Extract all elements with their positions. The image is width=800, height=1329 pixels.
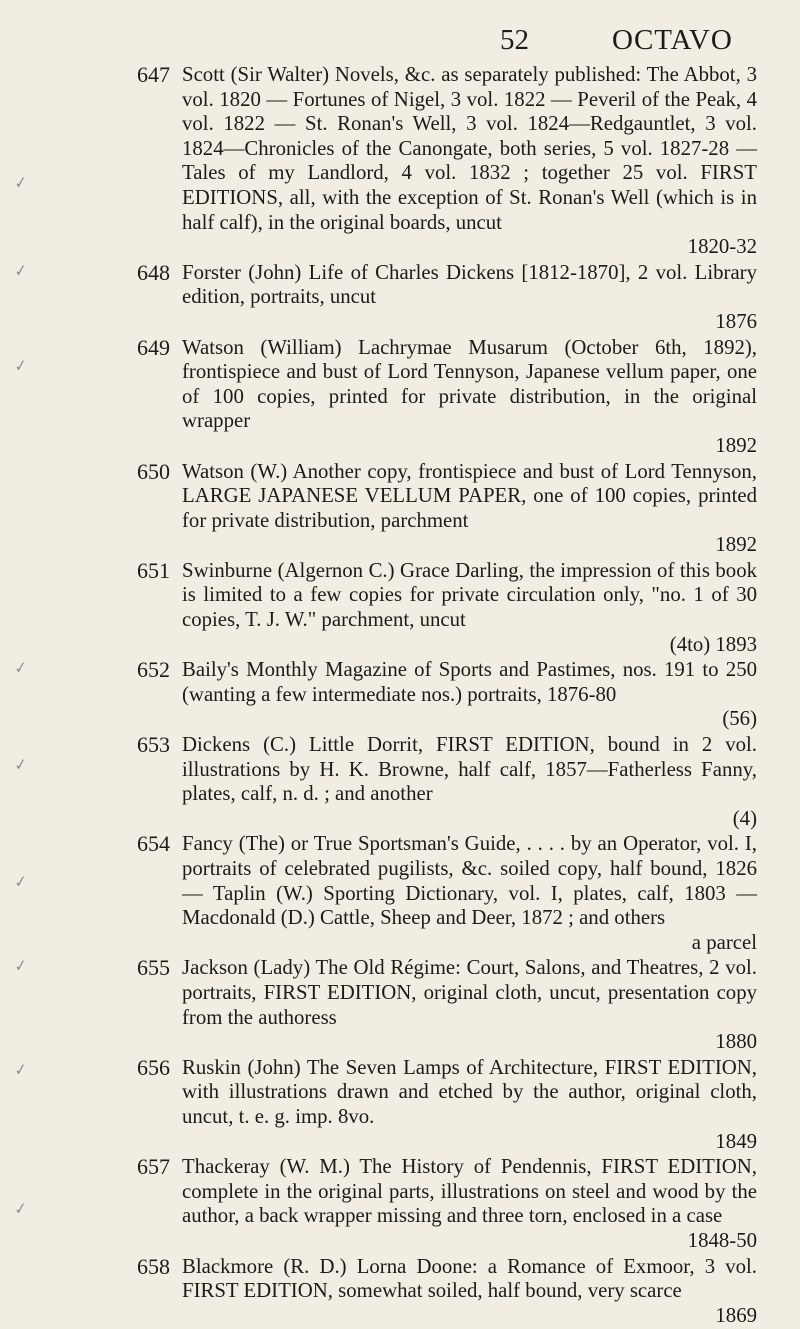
- lot-description: [182, 559, 757, 657]
- lot-date: (56): [722, 707, 757, 731]
- lot-date: 1849: [715, 1129, 757, 1153]
- page-number: 52: [500, 24, 529, 56]
- handwritten-margin-mark: ✓: [12, 1198, 29, 1219]
- lot-number: 652: [137, 657, 170, 683]
- lot-text: Dickens (C.) Little Dorrit, FIRST EDITION, bound in 2 vol. illustrations by H. K. Browne, half calf, 1857—Fatherless Fanny, plates, calf, n. d. ; and another: [182, 733, 757, 806]
- catalogue-lot: [0, 956, 800, 1054]
- handwritten-margin-mark: ✓: [12, 871, 29, 893]
- lot-number: 647: [137, 62, 170, 87]
- lot-number: 653: [137, 732, 170, 758]
- lot-description: [182, 261, 757, 335]
- lot-description: [182, 1155, 757, 1253]
- lot-date: 1820-32: [687, 235, 757, 259]
- catalogue-lot: [0, 559, 800, 657]
- catalogue-lot: [0, 733, 800, 831]
- catalogue-lot: [0, 63, 800, 260]
- lot-date: 1876: [715, 309, 757, 333]
- lot-text: Swinburne (Algernon C.) Grace Darling, the impression of this book is limited to a few copies for private circulation only, "no. 1 of 30 copies, T. J. W." parchment, uncut: [182, 558, 757, 632]
- catalogue-lot: [0, 336, 800, 459]
- lot-date: 1869: [715, 1303, 757, 1327]
- lot-number: 650: [137, 458, 170, 484]
- lot-text: Blackmore (R. D.) Lorna Doone: a Romance of Exmoor, 3 vol. FIRST EDITION, somewhat soiled, half bound, very scarce: [182, 1254, 757, 1303]
- catalogue-lot: [0, 832, 800, 955]
- lot-number: 656: [137, 1054, 170, 1080]
- handwritten-margin-mark: ✓: [12, 657, 29, 679]
- lot-date: 1848-50: [687, 1228, 757, 1252]
- lot-description: [182, 832, 757, 955]
- lot-description: [182, 658, 757, 732]
- lot-number: 651: [137, 557, 170, 583]
- lot-text: Ruskin (John) The Seven Lamps of Architecture, FIRST EDITION, with illustrations drawn and etched by the author, original cloth, uncut, t. e. g. imp. 8vo.: [182, 1055, 757, 1128]
- lot-date: 1892: [715, 433, 757, 457]
- handwritten-margin-mark: ✓: [12, 1058, 29, 1080]
- handwritten-margin-mark: ✓: [12, 172, 29, 193]
- lot-number: 654: [137, 831, 170, 857]
- lot-date: a parcel: [691, 930, 757, 954]
- lot-text: Watson (William) Lachrymae Musarum (October 6th, 1892), frontispiece and bust of Lord Tennyson, Japanese vellum paper, one of 100 copies, printed for private distribution, in the original wrapper: [182, 335, 757, 433]
- lot-description: [182, 733, 757, 831]
- catalogue-lot-list: [0, 63, 800, 1329]
- lot-text: Watson (W.) Another copy, frontispiece and bust of Lord Tennyson, LARGE JAPANESE VELLUM PAPER, one of 100 copies, printed for private distribution, parchment: [182, 459, 757, 532]
- catalogue-lot: [0, 1255, 800, 1329]
- lot-description: [182, 1255, 757, 1329]
- lot-date: (4to) 1893: [669, 632, 757, 656]
- lot-text: Jackson (Lady) The Old Régime: Court, Salons, and Theatres, 2 vol. portraits, FIRST EDITION, original cloth, uncut, presentation copy from the authoress: [182, 956, 757, 1029]
- lot-description: [182, 460, 757, 558]
- page-format-label: OCTAVO: [612, 24, 733, 56]
- lot-text: Baily's Monthly Magazine of Sports and Pastimes, nos. 191 to 250 (wanting a few intermediate nos.) portraits, 1876-80: [182, 658, 757, 706]
- page-header: [0, 24, 800, 64]
- lot-number: 648: [137, 259, 170, 285]
- lot-date: (4): [732, 806, 757, 830]
- lot-text: Forster (John) Life of Charles Dickens [1812-1870], 2 vol. Library edition, portraits, uncut: [182, 260, 757, 309]
- lot-date: 1880: [715, 1030, 757, 1054]
- handwritten-margin-mark: ✓: [12, 754, 29, 775]
- handwritten-margin-mark: ✓: [12, 259, 29, 281]
- lot-text: Thackeray (W. M.) The History of Pendennis, FIRST EDITION, complete in the original parts, illustrations on steel and wood by the author, a back wrapper missing and three torn, enclosed in a case: [182, 1155, 757, 1228]
- lot-number: 658: [137, 1253, 170, 1279]
- lot-text: Fancy (The) or True Sportsman's Guide, . . . . by an Operator, vol. I, portraits of celebrated pugilists, &c. soiled copy, half bound, 1826 — Taplin (W.) Sporting Dictionary, vol. I, plates, calf, 1803 — Macdonald (D.) Cattle, Sheep and Deer, 1872 ; and others: [182, 832, 757, 930]
- catalogue-lot: [0, 261, 800, 335]
- lot-description: [182, 1056, 757, 1154]
- lot-number: 649: [137, 334, 170, 360]
- catalogue-lot: [0, 1056, 800, 1154]
- catalogue-lot: [0, 658, 800, 732]
- lot-description: [182, 956, 757, 1054]
- catalogue-lot: [0, 1155, 800, 1253]
- lot-text: Scott (Sir Walter) Novels, &c. as separately published: The Abbot, 3 vol. 1820 — Fortunes of Nigel, 3 vol. 1822 — Peveril of the Peak, 4 vol. 1822 — St. Ronan's Well, 3 vol. 1824—Redgauntlet, 3 vol. 1824—Chronicles of the Canongate, both series, 5 vol. 1827-28 —Tales of my Landlord, 4 vol. 1832 ; together 25 vol. FIRST EDITIONS, all, with the exception of St. Ronan's Well (which is in half calf), in the original boards, uncut: [182, 63, 757, 234]
- lot-number: 657: [137, 1154, 170, 1180]
- handwritten-margin-mark: ✓: [12, 955, 29, 977]
- lot-description: [182, 336, 757, 459]
- lot-date: 1892: [715, 533, 757, 557]
- lot-description: [182, 63, 757, 260]
- lot-number: 655: [137, 955, 170, 981]
- catalogue-lot: [0, 460, 800, 558]
- handwritten-margin-mark: ✓: [12, 354, 29, 376]
